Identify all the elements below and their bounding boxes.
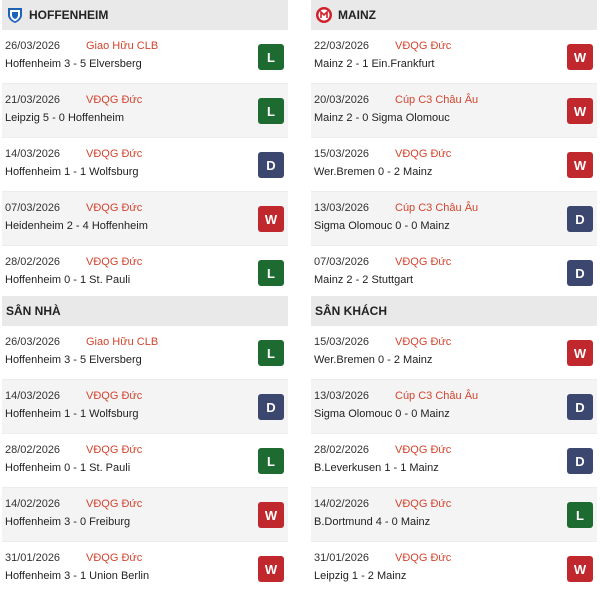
competition-name: VĐQG Đức bbox=[86, 148, 143, 160]
result-badge: W bbox=[258, 502, 284, 528]
match-row[interactable] bbox=[2, 434, 288, 488]
competition-name: VĐQG Đức bbox=[395, 498, 452, 510]
result-badge: L bbox=[258, 448, 284, 474]
match-date: 14/03/2026 bbox=[5, 390, 61, 402]
competition-name: Cúp C3 Châu Âu bbox=[395, 390, 479, 402]
competition-name: VĐQG Đức bbox=[395, 148, 452, 160]
match-row[interactable] bbox=[311, 326, 597, 380]
match-row[interactable] bbox=[311, 192, 597, 246]
match-date: 28/02/2026 bbox=[5, 444, 61, 456]
match-date: 22/03/2026 bbox=[314, 40, 370, 52]
match-score: B.Leverkusen 1 - 1 Mainz bbox=[314, 462, 439, 474]
match-score: Hoffenheim 0 - 1 St. Pauli bbox=[5, 462, 131, 474]
match-score: Mainz 2 - 0 Sigma Olomouc bbox=[314, 112, 450, 124]
mainz-away-form bbox=[311, 296, 597, 593]
result-badge: L bbox=[258, 98, 284, 124]
match-date: 20/03/2026 bbox=[314, 94, 370, 106]
match-score: Mainz 2 - 2 Stuttgart bbox=[314, 274, 414, 286]
match-score: Hoffenheim 3 - 1 Union Berlin bbox=[5, 570, 150, 582]
match-date: 26/03/2026 bbox=[5, 40, 61, 52]
match-row[interactable] bbox=[2, 542, 288, 596]
right-column bbox=[311, 0, 597, 593]
result-badge: L bbox=[258, 340, 284, 366]
match-score: Hoffenheim 1 - 1 Wolfsburg bbox=[5, 408, 139, 420]
section-title: HOFFENHEIM bbox=[29, 8, 109, 22]
result-badge: W bbox=[258, 556, 284, 582]
competition-name: Giao Hữu CLB bbox=[86, 40, 159, 52]
match-row[interactable] bbox=[2, 138, 288, 192]
match-date: 15/03/2026 bbox=[314, 148, 370, 160]
result-badge: L bbox=[258, 44, 284, 70]
section-header bbox=[311, 0, 597, 30]
match-date: 13/03/2026 bbox=[314, 202, 370, 214]
competition-name: VĐQG Đức bbox=[395, 40, 452, 52]
result-badge: W bbox=[567, 44, 593, 70]
result-badge: D bbox=[258, 394, 284, 420]
hoffenheim-logo-icon bbox=[6, 6, 24, 24]
competition-name: VĐQG Đức bbox=[86, 202, 143, 214]
match-row[interactable] bbox=[311, 434, 597, 488]
match-row[interactable] bbox=[311, 84, 597, 138]
competition-name: VĐQG Đức bbox=[86, 444, 143, 456]
match-score: Mainz 2 - 1 Ein.Frankfurt bbox=[314, 58, 435, 70]
competition-name: VĐQG Đức bbox=[395, 444, 452, 456]
match-date: 15/03/2026 bbox=[314, 336, 370, 348]
match-date: 28/02/2026 bbox=[314, 444, 370, 456]
match-row[interactable] bbox=[2, 488, 288, 542]
result-badge: L bbox=[567, 502, 593, 528]
match-date: 21/03/2026 bbox=[5, 94, 61, 106]
section-title: MAINZ bbox=[338, 8, 376, 22]
result-badge: W bbox=[567, 340, 593, 366]
result-badge: W bbox=[567, 98, 593, 124]
match-row[interactable] bbox=[2, 380, 288, 434]
match-row[interactable] bbox=[311, 30, 597, 84]
match-row[interactable] bbox=[311, 138, 597, 192]
result-badge: D bbox=[258, 152, 284, 178]
result-badge: W bbox=[258, 206, 284, 232]
hoffenheim-home-form bbox=[2, 296, 288, 593]
match-row[interactable] bbox=[2, 326, 288, 380]
result-badge: L bbox=[258, 260, 284, 286]
competition-name: VĐQG Đức bbox=[395, 256, 452, 268]
section-header bbox=[2, 0, 288, 30]
match-score: Leipzig 1 - 2 Mainz bbox=[314, 570, 407, 582]
match-date: 14/02/2026 bbox=[314, 498, 370, 510]
match-date: 31/01/2026 bbox=[5, 552, 61, 564]
competition-name: VĐQG Đức bbox=[86, 390, 143, 402]
section-title: SÂN KHÁCH bbox=[315, 304, 387, 318]
result-badge: D bbox=[567, 394, 593, 420]
match-score: Hoffenheim 3 - 0 Freiburg bbox=[5, 516, 131, 528]
match-date: 07/03/2026 bbox=[314, 256, 370, 268]
competition-name: Cúp C3 Châu Âu bbox=[395, 94, 479, 106]
match-score: Hoffenheim 3 - 5 Elversberg bbox=[5, 354, 142, 366]
match-row[interactable] bbox=[2, 30, 288, 84]
match-score: Leipzig 5 - 0 Hoffenheim bbox=[5, 112, 125, 124]
match-row[interactable] bbox=[311, 380, 597, 434]
result-badge: D bbox=[567, 448, 593, 474]
match-score: Hoffenheim 3 - 5 Elversberg bbox=[5, 58, 142, 70]
competition-name: Giao Hữu CLB bbox=[86, 336, 159, 348]
match-score: Heidenheim 2 - 4 Hoffenheim bbox=[5, 220, 148, 232]
competition-name: VĐQG Đức bbox=[86, 94, 143, 106]
match-score: Wer.Bremen 0 - 2 Mainz bbox=[314, 166, 433, 178]
match-date: 13/03/2026 bbox=[314, 390, 370, 402]
result-badge: D bbox=[567, 260, 593, 286]
left-column bbox=[2, 0, 288, 593]
hoffenheim-recent-form bbox=[2, 0, 288, 297]
result-badge: W bbox=[567, 556, 593, 582]
competition-name: VĐQG Đức bbox=[86, 552, 143, 564]
section-header bbox=[311, 296, 597, 326]
match-row[interactable] bbox=[311, 246, 597, 300]
result-badge: W bbox=[567, 152, 593, 178]
match-date: 26/03/2026 bbox=[5, 336, 61, 348]
match-score: Hoffenheim 1 - 1 Wolfsburg bbox=[5, 166, 139, 178]
mainz-recent-form bbox=[311, 0, 597, 297]
competition-name: VĐQG Đức bbox=[395, 336, 452, 348]
match-date: 14/02/2026 bbox=[5, 498, 61, 510]
match-date: 14/03/2026 bbox=[5, 148, 61, 160]
match-score: Wer.Bremen 0 - 2 Mainz bbox=[314, 354, 433, 366]
match-date: 07/03/2026 bbox=[5, 202, 61, 214]
match-date: 31/01/2026 bbox=[314, 552, 370, 564]
match-score: Sigma Olomouc 0 - 0 Mainz bbox=[314, 220, 450, 232]
match-row[interactable] bbox=[311, 542, 597, 596]
match-date: 28/02/2026 bbox=[5, 256, 61, 268]
result-badge: D bbox=[567, 206, 593, 232]
competition-name: VĐQG Đức bbox=[86, 256, 143, 268]
match-row[interactable] bbox=[311, 488, 597, 542]
competition-name: VĐQG Đức bbox=[86, 498, 143, 510]
match-row[interactable] bbox=[2, 84, 288, 138]
match-row[interactable] bbox=[2, 192, 288, 246]
section-header bbox=[2, 296, 288, 326]
competition-name: VĐQG Đức bbox=[395, 552, 452, 564]
section-title: SÂN NHÀ bbox=[6, 304, 61, 318]
competition-name: Cúp C3 Châu Âu bbox=[395, 202, 479, 214]
mainz-logo-icon bbox=[315, 6, 333, 24]
match-score: Sigma Olomouc 0 - 0 Mainz bbox=[314, 408, 450, 420]
match-score: Hoffenheim 0 - 1 St. Pauli bbox=[5, 274, 131, 286]
match-score: B.Dortmund 4 - 0 Mainz bbox=[314, 516, 431, 528]
match-row[interactable] bbox=[2, 246, 288, 300]
